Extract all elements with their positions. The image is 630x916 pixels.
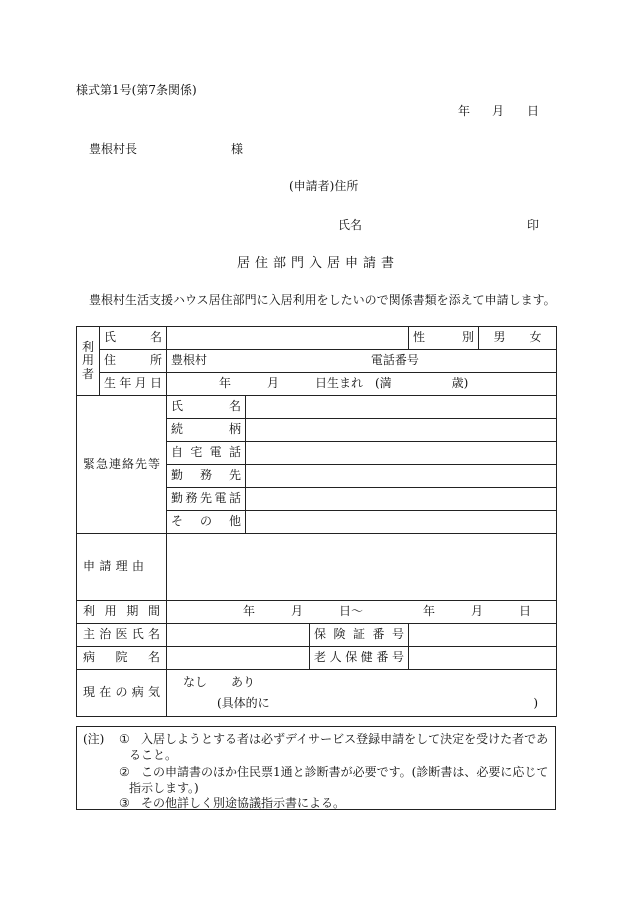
condition-options[interactable]: なし あり (183, 675, 256, 689)
doctor-label: 主治医氏名 (77, 624, 167, 647)
date-day-label: 日 (527, 104, 540, 118)
hospital-row (77, 647, 557, 670)
condition-detail-label: (具体的に (217, 696, 270, 710)
period-row (77, 601, 557, 624)
honorific: 様 (231, 142, 244, 156)
condition-row (77, 670, 557, 717)
user-address-label: 住所 (100, 350, 167, 373)
emergency-home-phone-input[interactable] (246, 442, 557, 465)
user-name-input[interactable] (167, 327, 409, 350)
date-year-label: 年 (458, 104, 471, 118)
emergency-workplace-input[interactable] (246, 465, 557, 488)
dob-label: 生年月日 (100, 373, 167, 396)
emergency-home-phone-label: 自宅電話 (167, 442, 246, 465)
hospital-label: 病院名 (77, 647, 167, 670)
emergency-work-phone-input[interactable] (246, 488, 557, 511)
note-2-line-1: この申請書のほか住民票1通と診断書が必要です。(診断書は、必要に応じて (141, 765, 549, 779)
elderly-insurance-input[interactable] (409, 647, 557, 670)
applicant-name-label: 氏名 (338, 218, 363, 232)
insurance-input[interactable] (409, 624, 557, 647)
user-section-label: 利 用 者 (77, 327, 100, 396)
notes-box (76, 726, 556, 810)
emergency-row-name (77, 396, 557, 419)
hospital-input[interactable] (167, 647, 310, 670)
date-month-label: 月 (492, 104, 505, 118)
emergency-section-label: 緊急連絡先等 (77, 396, 167, 534)
doctor-input[interactable] (167, 624, 310, 647)
user-name-row (77, 327, 557, 350)
note-2-line-2: 指示します。) (129, 781, 199, 795)
application-form-table (76, 326, 557, 717)
note-3-line-1: その他詳しく別途協議指示書による。 (141, 796, 346, 810)
document-title: 居住部門入居申請書 (237, 256, 400, 271)
seal-label: 印 (527, 218, 540, 232)
reason-label: 申請理由 (77, 534, 167, 601)
insurance-label: 保険証番号 (310, 624, 409, 647)
sex-label: 性別 (409, 327, 479, 350)
emergency-work-phone-label: 勤務先電話 (167, 488, 246, 511)
emergency-relation-input[interactable] (246, 419, 557, 442)
period-label: 利用期間 (77, 601, 167, 624)
note-2-number: ② (119, 765, 130, 779)
address-prefix: 豊根村 (171, 353, 208, 368)
elderly-insurance-label: 老人保健番号 (310, 647, 409, 670)
user-address-input[interactable] (167, 350, 557, 373)
emergency-other-input[interactable] (246, 511, 557, 534)
emergency-other-label: その他 (167, 511, 246, 534)
user-address-row (77, 350, 557, 373)
note-1-number: ① (119, 732, 130, 746)
user-name-label: 氏名 (100, 327, 167, 350)
reason-row (77, 534, 557, 601)
form-number: 様式第1号(第7条関係) (76, 83, 197, 97)
phone-label: 電話番号 (370, 353, 419, 368)
note-1-line-2: ること。 (129, 748, 178, 762)
emergency-name-label: 氏名 (167, 396, 246, 419)
period-input[interactable]: 年 月 日〜 年 月 日 (167, 601, 557, 624)
condition-input[interactable] (167, 670, 557, 717)
emergency-name-input[interactable] (246, 396, 557, 419)
emergency-workplace-label: 勤務先 (167, 465, 246, 488)
applicant-address-label: (申請者)住所 (289, 179, 359, 193)
sex-options[interactable]: 男 女 (479, 327, 557, 350)
notes-prefix: (注) (83, 732, 105, 746)
doctor-row (77, 624, 557, 647)
condition-detail-close: ) (533, 696, 538, 710)
note-3-number: ③ (119, 796, 130, 810)
intro-text: 豊根村生活支援ハウス居住部門に入居利用をしたいので関係書類を添えて申請します。 (89, 293, 556, 307)
condition-label: 現在の病気 (77, 670, 167, 717)
note-1-line-1: 入居しようとする者は必ずデイサービス登録申請をして決定を受けた者であ (141, 732, 549, 746)
emergency-relation-label: 続柄 (167, 419, 246, 442)
user-dob-row (77, 373, 557, 396)
reason-input[interactable] (167, 534, 557, 601)
addressee: 豊根村長 (89, 142, 138, 156)
dob-input[interactable]: 年 月 日生まれ (満 歳) (167, 373, 557, 396)
